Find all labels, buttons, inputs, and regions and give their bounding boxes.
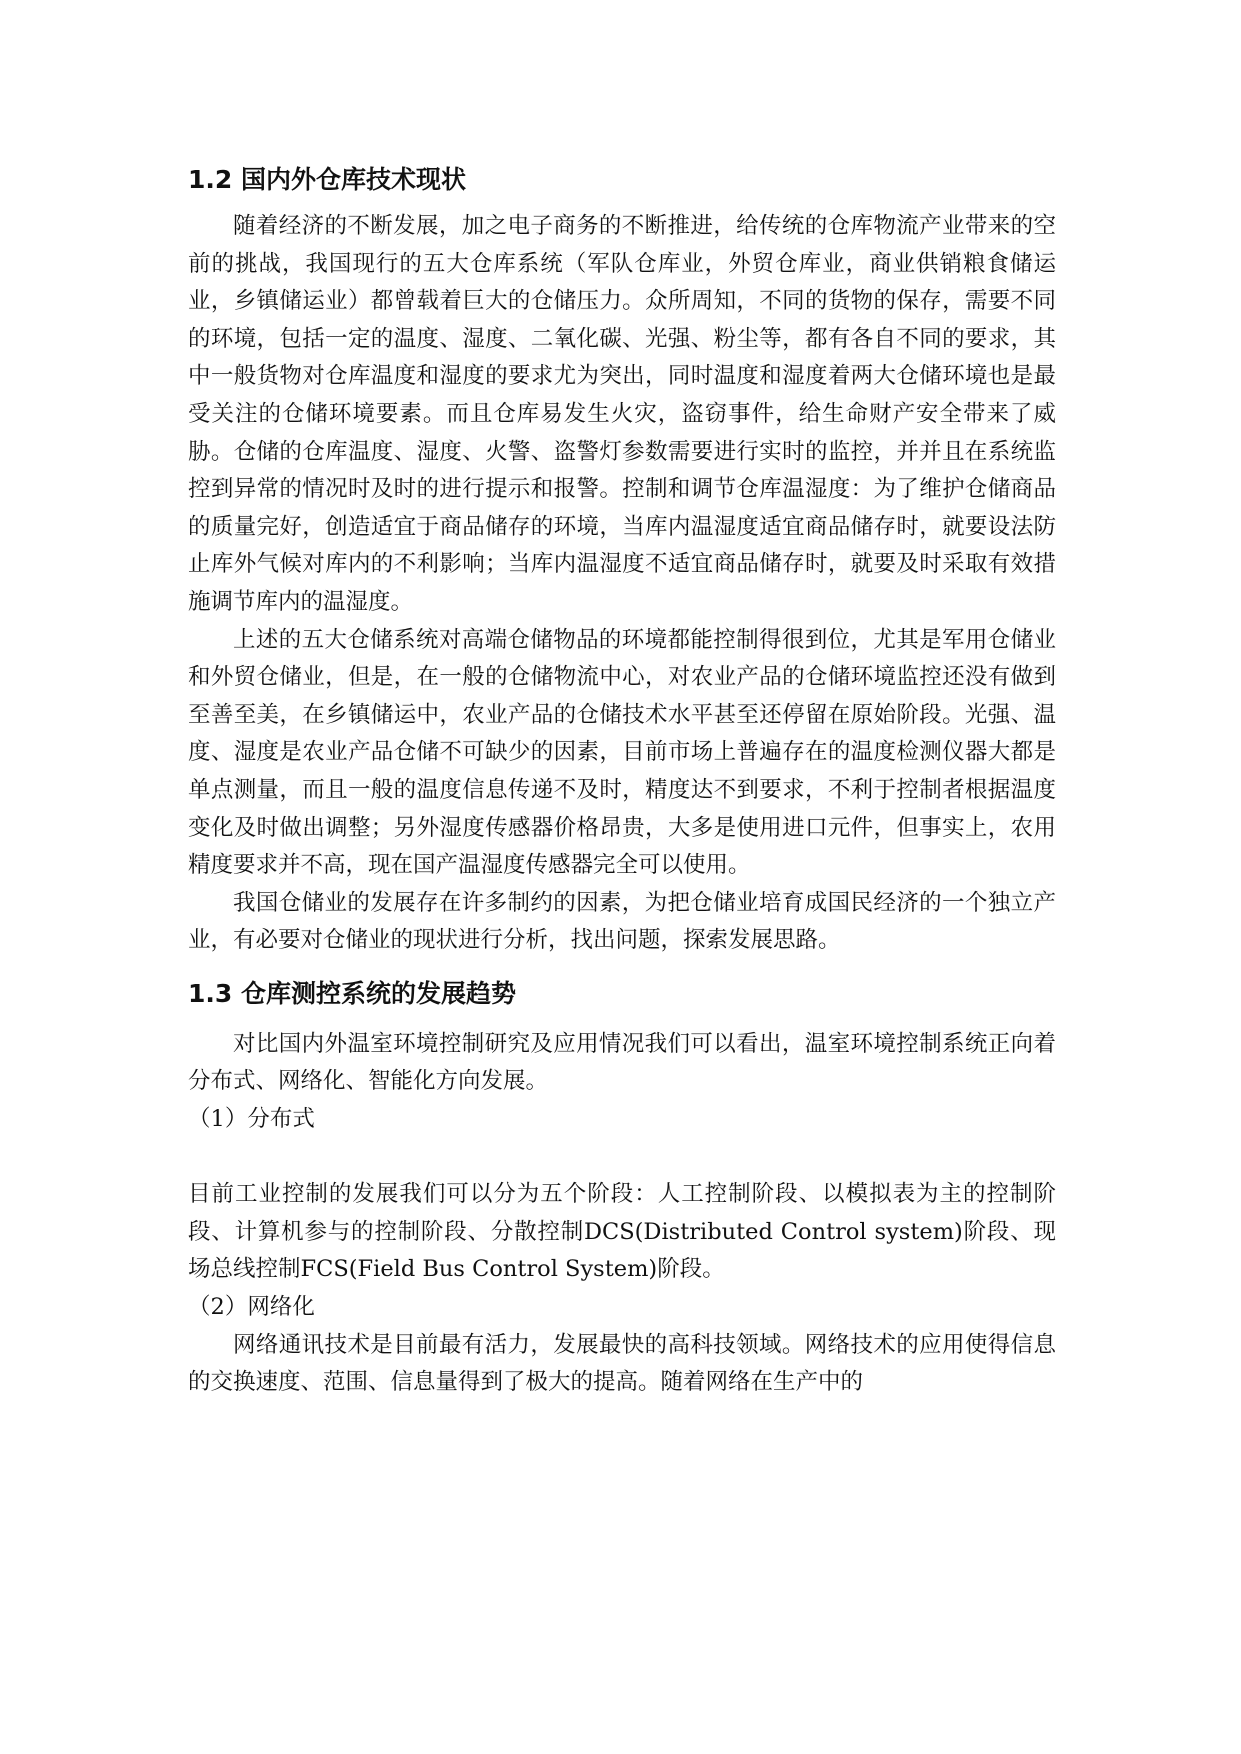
paragraph: 随着经济的不断发展，加之电子商务的不断推进，给传统的仓库物流产业带来的空前的挑战，我国现行的五大仓库系统（军队仓库业，外贸仓库业，商业供销粮食储运业，乡镇储运业）都曾载着巨大的仓储压力。众所周知，不同的货物的保存，需要不同的环境，包括一定的温度、湿度、二氧化碳、光强、粉尘等，都有各自不同的要求，其中一般货物对仓库温度和湿度的要求尤为突出，同时温度和湿度着两大仓储环境也是最受关注的仓储环境要素。而且仓库易发生火灾，盗窃事件，给生命财产安全带来了威胁。仓储的仓库温度、湿度、火警、盗警灯参数需要进行实时的监控，并并且在系统监控到异常的情况时及时的进行提示和报警。控制和调节仓库温湿度：为了维护仓储商品的质量完好，创造适宜于商品储存的环境，当库内温湿度适宜商品储存时，就要设法防止库外气候对库内的不利影响；当库内温湿度不适宜商品储存时，就要及时采取有效措施调节库内的温湿度。	[188, 213, 1056, 615]
page-content	[188, 160, 1056, 1402]
paragraph: 网络通讯技术是目前最有活力，发展最快的高科技领域。网络技术的应用使得信息的交换速度、范围、信息量得到了极大的提高。随着网络在生产中的	[188, 1331, 1056, 1396]
list-item-label: （1）分布式	[188, 1106, 315, 1133]
paragraph: 上述的五大仓储系统对高端仓储物品的环境都能控制得很到位，尤其是军用仓储业和外贸仓储业，但是，在一般的仓储物流中心，对农业产品的仓储环境监控还没有做到至善至美，在乡镇储运中，农业产品的仓储技术水平甚至还停留在原始阶段。光强、温度、湿度是农业产品仓储不可缺少的因素，目前市场上普遍存在的温度检测仪器大都是单点测量，而且一般的温度信息传递不及时，精度达不到要求，不利于控制者根据温度变化及时做出调整；另外湿度传感器价格昂贵，大多是使用进口元件，但事实上，农用精度要求并不高，现在国产温湿度传感器完全可以使用。	[188, 626, 1056, 879]
paragraph: 对比国内外温室环境控制研究及应用情况我们可以看出，温室环境控制系统正向着分布式、网络化、智能化方向发展。	[188, 1030, 1056, 1095]
section-heading-1-2: 1.2 国内外仓库技术现状	[188, 165, 466, 194]
paragraph: 我国仓储业的发展存在许多制约的因素，为把仓储业培育成国民经济的一个独立产业，有必要对仓储业的现状进行分析，找出问题，探索发展思路。	[188, 889, 1056, 954]
section-heading-1-3: 1.3 仓库测控系统的发展趋势	[188, 978, 516, 1008]
list-item-label: （2）网络化	[188, 1294, 315, 1321]
paragraph: 目前工业控制的发展我们可以分为五个阶段：人工控制阶段、以模拟表为主的控制阶段、计算机参与的控制阶段、分散控制DCS(Distributed Control system)阶段、现场总线控制FCS(Field Bus Control System)阶段。	[188, 1181, 1056, 1283]
